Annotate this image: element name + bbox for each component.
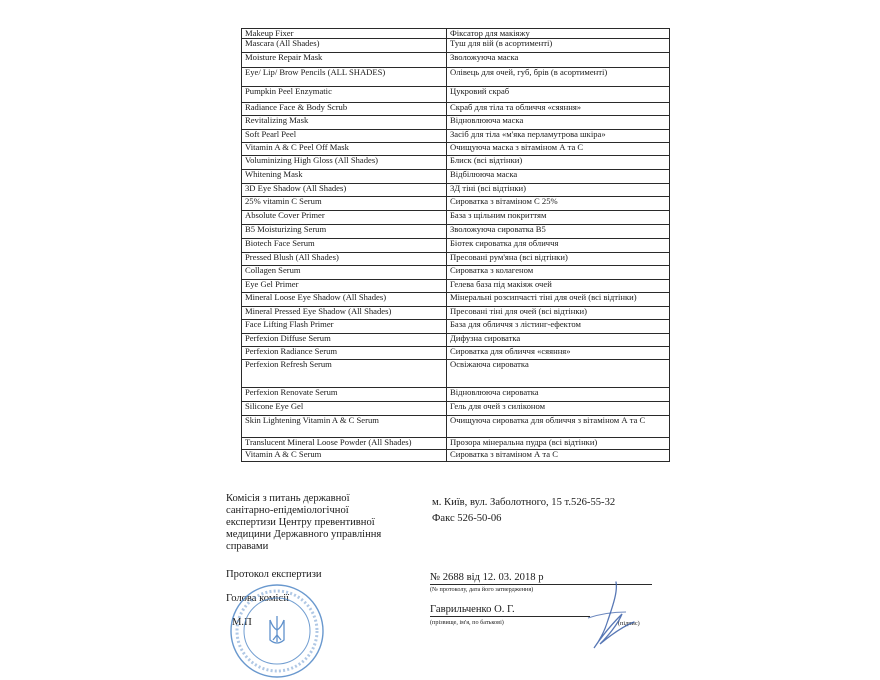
product-name-ua: Пресовані тіні для очей (всі відтінки) <box>447 307 670 320</box>
table-row <box>242 334 670 347</box>
product-name-en: Skin Lightening Vitamin A & C Serum <box>242 416 447 438</box>
product-name-en: Radiance Face & Body Scrub <box>242 103 447 116</box>
product-name-ua: Дифузна сироватка <box>447 334 670 347</box>
product-name-en: Absolute Cover Primer <box>242 211 447 225</box>
product-name-ua: Блиск (всі відтінки) <box>447 156 670 170</box>
product-name-ua: Прозора мінеральна пудра (всі відтінки) <box>447 438 670 450</box>
table-row <box>242 39 670 53</box>
product-name-en: Perfexion Refresh Serum <box>242 360 447 388</box>
signature-hint: (підпис) <box>618 620 640 627</box>
product-name-en: Revitalizing Mask <box>242 116 447 130</box>
table-row <box>242 197 670 211</box>
product-name-en: Mineral Loose Eye Shadow (All Shades) <box>242 293 447 307</box>
product-name-ua: Фіксатор для макіяжу <box>447 29 670 39</box>
product-name-ua: Гель для очей з силіконом <box>447 402 670 416</box>
table-row <box>242 130 670 143</box>
commission-line: медицини Державного управління <box>226 529 382 540</box>
table-row <box>242 29 670 39</box>
product-name-en: Perfexion Diffuse Serum <box>242 334 447 347</box>
commission-name <box>226 493 416 553</box>
product-name-en: Perfexion Radiance Serum <box>242 347 447 360</box>
product-name-ua: Біотек сироватка для обличчя <box>447 239 670 253</box>
table-row <box>242 68 670 87</box>
signature-image <box>578 578 640 658</box>
product-name-ua: Сироватка з вітаміном С 25% <box>447 197 670 211</box>
product-name-en: B5 Moisturizing Serum <box>242 225 447 239</box>
table-row <box>242 156 670 170</box>
product-name-ua: Олівець для очей, губ, брів (в асортименті) <box>447 68 670 87</box>
table-row <box>242 360 670 388</box>
product-name-ua: Сироватка з колагеном <box>447 266 670 280</box>
product-table <box>241 28 670 462</box>
product-name-ua: Відновлююча маска <box>447 116 670 130</box>
table-row <box>242 280 670 293</box>
product-name-ua: Відновлююча сироватка <box>447 388 670 402</box>
product-name-ua: Освіжаюча сироватка <box>447 360 670 388</box>
product-name-en: Pressed Blush (All Shades) <box>242 253 447 266</box>
head-name-underline <box>430 616 590 617</box>
table-row <box>242 450 670 462</box>
table-row <box>242 170 670 184</box>
seal-place-label: М.П <box>232 617 252 628</box>
table-row <box>242 307 670 320</box>
table-row <box>242 293 670 307</box>
commission-line: санітарно-епідеміологічної <box>226 505 349 516</box>
table-row <box>242 402 670 416</box>
table-row <box>242 53 670 68</box>
product-name-en: Voluminizing High Gloss (All Shades) <box>242 156 447 170</box>
table-row <box>242 347 670 360</box>
official-stamp-image <box>226 582 328 680</box>
table-row <box>242 253 670 266</box>
table-row <box>242 320 670 334</box>
product-name-ua: Сироватка з вітаміном А та С <box>447 450 670 462</box>
table-row <box>242 143 670 156</box>
product-name-en: Face Lifting Flash Primer <box>242 320 447 334</box>
product-name-ua: Гелева база під макіяж очей <box>447 280 670 293</box>
product-name-en: Vitamin A & C Serum <box>242 450 447 462</box>
product-name-ua: Мінеральні розсипчасті тіні для очей (всі відтінки) <box>447 293 670 307</box>
table-row <box>242 239 670 253</box>
product-name-en: 3D Eye Shadow (All Shades) <box>242 184 447 197</box>
product-name-en: Soft Pearl Peel <box>242 130 447 143</box>
fax-text: Факс 526-50-06 <box>432 513 502 524</box>
commission-line: справами <box>226 541 269 552</box>
product-name-ua: Очищуюча сироватка для обличчя з вітаміном А та С <box>447 416 670 438</box>
table-row <box>242 266 670 280</box>
trident-emblem-icon <box>270 616 284 643</box>
head-of-commission-label: Голова комісії <box>226 593 290 604</box>
product-name-en: Collagen Serum <box>242 266 447 280</box>
product-name-ua: Скраб для тіла та обличчя «сяяння» <box>447 103 670 116</box>
product-name-en: Mineral Pressed Eye Shadow (All Shades) <box>242 307 447 320</box>
table-row <box>242 87 670 103</box>
product-name-ua: Цукровий скраб <box>447 87 670 103</box>
product-name-en: Pumpkin Peel Enzymatic <box>242 87 447 103</box>
product-name-ua: 3Д тіні (всі відтінки) <box>447 184 670 197</box>
product-name-en: Silicone Eye Gel <box>242 402 447 416</box>
product-name-ua: Відбілююча маска <box>447 170 670 184</box>
commission-line: Комісія з питань державної <box>226 493 350 504</box>
product-name-en: Eye/ Lip/ Brow Pencils (ALL SHADES) <box>242 68 447 87</box>
table-row <box>242 184 670 197</box>
product-name-en: Eye Gel Primer <box>242 280 447 293</box>
product-name-ua: Зволожуюча маска <box>447 53 670 68</box>
protocol-hint: (№ протоколу, дата його затвердження) <box>430 586 534 593</box>
table-row <box>242 388 670 402</box>
product-name-en: Translucent Mineral Loose Powder (All Shades) <box>242 438 447 450</box>
table-row <box>242 116 670 130</box>
product-name-en: Perfexion Renovate Serum <box>242 388 447 402</box>
table-row <box>242 438 670 450</box>
table-row <box>242 416 670 438</box>
product-name-ua: Засіб для тіла «м'яка перламутрова шкіра» <box>447 130 670 143</box>
product-name-ua: Сироватка для обличчя «сяяння» <box>447 347 670 360</box>
protocol-value: № 2688 від 12. 03. 2018 р <box>430 572 544 583</box>
head-name-hint: (прізвище, ім'я, по батькові) <box>430 619 504 626</box>
product-name-en: Biotech Face Serum <box>242 239 447 253</box>
commission-line: експертизи Центру превентивної <box>226 517 375 528</box>
address-text: м. Київ, вул. Заболотного, 15 т.526-55-32 <box>432 497 616 508</box>
table-row <box>242 103 670 116</box>
head-name: Гаврильченко О. Г. <box>430 604 515 615</box>
protocol-label: Протокол експертизи <box>226 569 322 580</box>
table-row <box>242 211 670 225</box>
product-name-en: Vitamin A & C Peel Off Mask <box>242 143 447 156</box>
product-name-ua: Туш для вій (в асортименті) <box>447 39 670 53</box>
product-name-en: Moisture Repair Mask <box>242 53 447 68</box>
table-row <box>242 225 670 239</box>
product-name-ua: Зволожуюча сироватка В5 <box>447 225 670 239</box>
product-name-ua: Пресовані рум'яна (всі відтінки) <box>447 253 670 266</box>
product-name-en: Whitening Mask <box>242 170 447 184</box>
product-name-en: Makeup Fixer <box>242 29 447 39</box>
product-name-ua: База для обличчя з лістинг-ефектом <box>447 320 670 334</box>
product-name-en: Mascara (All Shades) <box>242 39 447 53</box>
product-name-ua: База з щільним покриттям <box>447 211 670 225</box>
product-name-en: 25% vitamin C Serum <box>242 197 447 211</box>
product-name-ua: Очищуюча маска з вітаміном А та С <box>447 143 670 156</box>
